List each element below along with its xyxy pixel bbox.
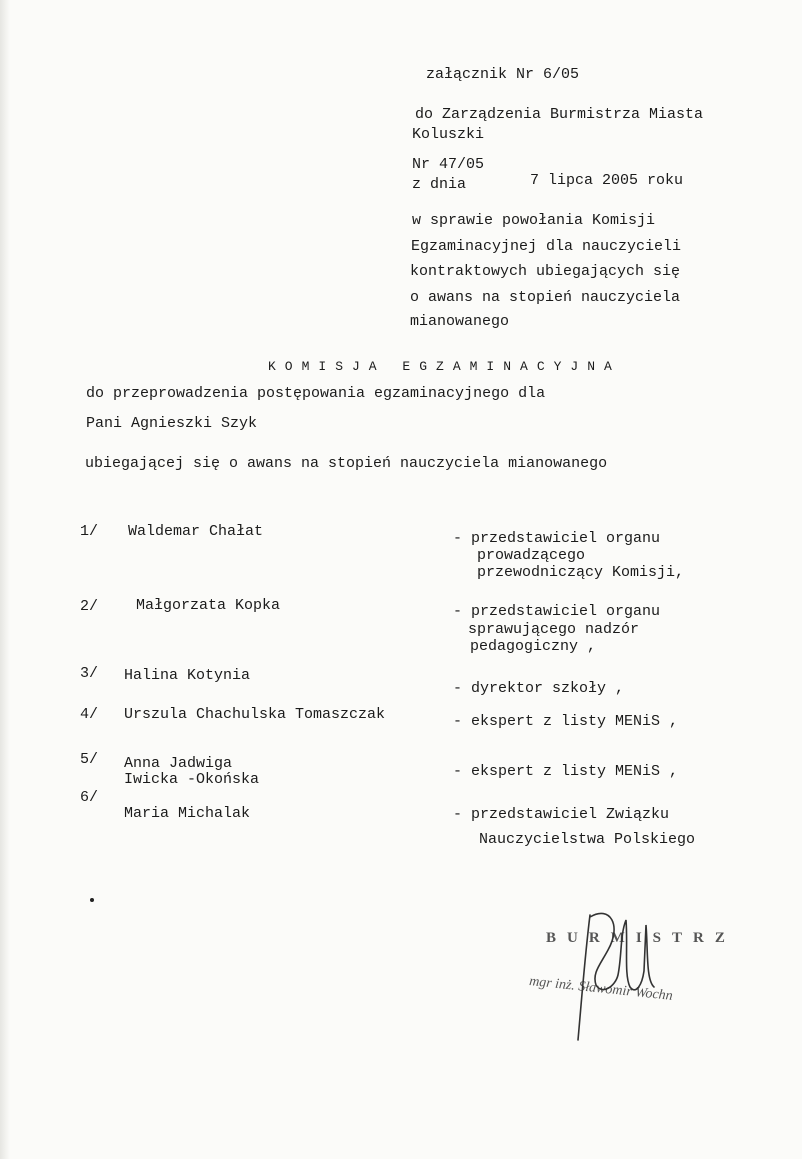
member-role: - przedstawiciel organu bbox=[453, 603, 661, 620]
subject-line: Egzaminacyjnej dla nauczycieli bbox=[411, 238, 682, 255]
member-name: Maria Michalak bbox=[124, 805, 251, 822]
intro-line: do przeprowadzenia postępowania egzaminacyjnego dla bbox=[86, 385, 546, 402]
member-number: 3/ bbox=[80, 665, 99, 682]
member-number: 2/ bbox=[80, 598, 99, 615]
member-role: - dyrektor szkoły , bbox=[453, 680, 625, 697]
subject-line: mianowanego bbox=[410, 313, 510, 330]
member-role: - ekspert z listy MENiS , bbox=[453, 713, 679, 730]
mayor-stamp-title: BURMISTRZ bbox=[546, 930, 736, 946]
member-name: Urszula Chachulska Tomaszczak bbox=[124, 706, 386, 723]
regulation-line: do Zarządzenia Burmistrza Miasta bbox=[415, 106, 704, 123]
member-role: pedagogiczny , bbox=[470, 638, 597, 655]
member-name: Waldemar Chałat bbox=[128, 523, 264, 540]
subject-line: o awans na stopień nauczyciela bbox=[410, 289, 681, 306]
member-role: - przedstawiciel organu bbox=[453, 530, 661, 547]
ink-dot bbox=[90, 898, 94, 902]
mayor-stamp-name: mgr inż. Sławomir Wochn bbox=[528, 974, 674, 1004]
member-number: 5/ bbox=[80, 751, 99, 768]
page-edge-shadow bbox=[0, 0, 10, 1159]
member-role: przewodniczący Komisji, bbox=[477, 564, 685, 581]
member-role: prowadzącego bbox=[477, 547, 586, 564]
member-number: 4/ bbox=[80, 706, 99, 723]
member-name: Anna Jadwiga bbox=[124, 755, 233, 772]
member-role: - ekspert z listy MENiS , bbox=[453, 763, 679, 780]
member-number: 6/ bbox=[80, 789, 99, 806]
member-role: sprawującego nadzór bbox=[468, 621, 640, 638]
document-title: KOMISJA EGZAMINACYJNA bbox=[268, 359, 621, 374]
candidate-name: Pani Agnieszki Szyk bbox=[86, 415, 258, 432]
date-value: 7 lipca 2005 roku bbox=[530, 172, 684, 189]
intro-line: ubiegającej się o awans na stopień nauczyciela mianowanego bbox=[85, 455, 608, 472]
member-role: Nauczycielstwa Polskiego bbox=[479, 831, 696, 848]
member-name: Halina Kotynia bbox=[124, 667, 251, 684]
signature-icon bbox=[560, 895, 670, 1045]
date-prefix: z dnia bbox=[412, 176, 467, 193]
member-name: Iwicka -Okońska bbox=[124, 771, 260, 788]
member-name: Małgorzata Kopka bbox=[136, 597, 281, 614]
member-role: - przedstawiciel Związku bbox=[453, 806, 670, 823]
member-number: 1/ bbox=[80, 523, 99, 540]
regulation-number: Nr 47/05 bbox=[412, 156, 485, 173]
attachment-number: załącznik Nr 6/05 bbox=[426, 66, 580, 83]
town-line: Koluszki bbox=[412, 126, 485, 143]
subject-line: kontraktowych ubiegających się bbox=[410, 263, 681, 280]
subject-line: w sprawie powołania Komisji bbox=[412, 212, 656, 229]
